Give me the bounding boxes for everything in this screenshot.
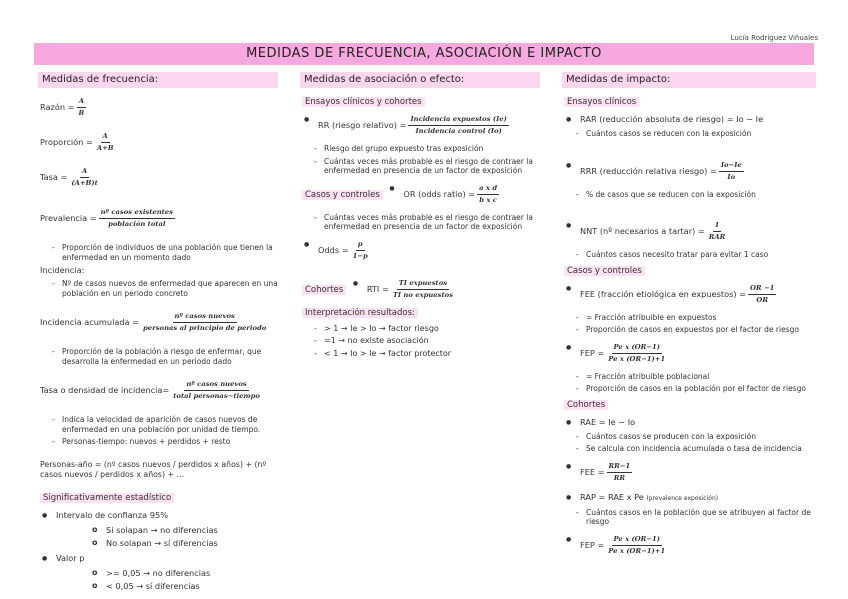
prev-fraction bbox=[99, 207, 175, 230]
fee-den: OR bbox=[756, 295, 768, 304]
ensayos-label: Ensayos clínicos bbox=[564, 97, 639, 107]
razon-fraction bbox=[77, 96, 87, 119]
razon-label: Razón = bbox=[40, 102, 75, 112]
or-note: - Cuántas veces más probable es el riesgo de contraer la enfermedad en presencia de un factor de exposición bbox=[300, 213, 540, 232]
tasa-den: (A+B)t bbox=[71, 179, 98, 187]
fee-note-1: - = Fracción atribuible en expuestos bbox=[562, 313, 816, 323]
incidencia-label: Incidencia: bbox=[40, 265, 85, 275]
int-item-3: - < 1 → Io > Ie → factor protector bbox=[300, 349, 540, 359]
ic-bullet: ● Intervalo de confianza 95% bbox=[38, 510, 278, 521]
rti-num: TI expuestos bbox=[397, 278, 449, 290]
prev-num: nº casos existentes bbox=[99, 207, 175, 219]
rar-note: - Cuántos casos se reducen con la exposición bbox=[562, 129, 816, 139]
fep-note-2: - Proporción de casos en la población por el factor de riesgo bbox=[562, 384, 816, 394]
fee-num: OR −1 bbox=[748, 283, 776, 295]
rr-note-2: - Cuántas veces más probable es el riesgo de contraer la enfermedad en presencia de un factor de exposición bbox=[300, 157, 540, 176]
ia-note: - Proporción de la población a riesgo de enfermar, que desarrolla la enfermedad en un periodo dado bbox=[38, 347, 278, 366]
rr-label: ● RR (riesgo relativo) = bbox=[318, 120, 407, 130]
significance-label: Significativamente estadístico bbox=[40, 493, 174, 503]
p-item-2: o < 0,05 → sí diferencias bbox=[38, 581, 278, 592]
fep-den: Pe x (OR−1)+1 bbox=[608, 354, 666, 363]
fee-fraction bbox=[748, 283, 776, 306]
ia-num: nº casos nuevos bbox=[173, 311, 237, 323]
odds-label: ● Odds = bbox=[318, 244, 349, 255]
fep2-formula bbox=[562, 534, 667, 557]
fee2-label: ● FEE = bbox=[580, 466, 605, 477]
ia-label: Incidencia acumulada = bbox=[40, 317, 140, 327]
prop-label: Proporción = bbox=[40, 137, 93, 147]
page-title: MEDIDAS DE FRECUENCIA, ASOCIACIÓN E IMPACTO bbox=[34, 43, 814, 65]
rr-formula bbox=[300, 114, 509, 137]
casos-controles-label-3: Casos y controles bbox=[564, 266, 645, 276]
or-label: ● OR (odds ratio) = bbox=[403, 188, 476, 199]
fee-formula bbox=[562, 283, 776, 306]
rae-formula: ● RAE = Ie − Io bbox=[562, 417, 816, 428]
rr-num: Incidencia expuestos (Ie) bbox=[408, 114, 508, 126]
fee2-num: RR−1 bbox=[607, 461, 633, 473]
td-label: Tasa o densidad de incidencia= bbox=[40, 385, 170, 395]
rrr-fraction bbox=[719, 160, 744, 183]
prev-note: - Proporción de individuos de una población que tienen la enfermedad en un momento dado bbox=[38, 243, 278, 262]
fee2-den: RR bbox=[613, 473, 626, 482]
rti-fraction bbox=[391, 278, 455, 301]
personas-ano: Personas-año = (nº casos nuevos / perdidos x años) + (nº casos nuevos / perdidos x años) + … bbox=[40, 459, 267, 479]
td-formula bbox=[40, 379, 262, 402]
or-num: a x d bbox=[477, 183, 499, 195]
fep-num: Pe x (OR−1) bbox=[612, 342, 662, 354]
td-num: nº casos nuevos bbox=[184, 379, 248, 391]
rrr-den: Io bbox=[727, 172, 736, 181]
fep-label: ● FEP = bbox=[580, 347, 605, 358]
impact-column bbox=[562, 72, 816, 561]
rr-note-1: - Riesgo del grupo expuesto tras exposición bbox=[300, 144, 540, 154]
rap-formula bbox=[562, 492, 816, 504]
tasa-fraction bbox=[69, 166, 99, 189]
td-note-1: - Indica la velocidad de aparición de casos nuevos de enfermedad en una población por unidad de tiempo. bbox=[38, 415, 278, 434]
razon-formula bbox=[40, 96, 86, 119]
prevalencia-formula bbox=[40, 207, 175, 230]
rti-label: ● RTI = bbox=[366, 283, 389, 294]
ic-item-1: o Si solapan → no diferencias bbox=[38, 525, 278, 536]
ia-fraction bbox=[141, 311, 268, 334]
int-item-2: - =1 → no existe asociación bbox=[300, 336, 540, 346]
fep2-fraction bbox=[606, 534, 667, 557]
rr-den: Incidencia control (Io) bbox=[415, 127, 502, 135]
odds-den: 1−p bbox=[352, 251, 368, 260]
rti-den: TI no expuestos bbox=[392, 290, 453, 299]
author-name: Lucía Rodríguez Viñuales bbox=[730, 34, 818, 42]
nnt-fraction bbox=[707, 220, 728, 243]
rap-note: - Cuántos casos en la población que se atribuyen al factor de riesgo bbox=[562, 508, 816, 527]
td-note-2: - Personas-tiempo: nuevos + perdidos + resto bbox=[38, 437, 278, 447]
or-formula bbox=[385, 183, 499, 206]
rar-formula: ● RAR (reducción absoluta de riesgo) = Io − Ie bbox=[562, 114, 816, 125]
or-den: b x c bbox=[479, 195, 497, 204]
fep2-label: ● FEP = bbox=[580, 539, 605, 550]
fep2-num: Pe x (OR−1) bbox=[612, 534, 662, 546]
p-item-1: o >= 0,05 → no diferencias bbox=[38, 568, 278, 579]
p-bullet: ● Valor p bbox=[38, 553, 278, 564]
prop-fraction bbox=[95, 131, 116, 154]
tasa-formula bbox=[40, 166, 100, 189]
td-den: total personas−tiempo bbox=[173, 392, 260, 400]
fep-note-1: - = Fracción atribuible poblacional bbox=[562, 372, 816, 382]
ic-item-2: o No solapan → sí diferencias bbox=[38, 538, 278, 549]
rrr-num: Io−Ie bbox=[719, 160, 744, 172]
nnt-num: 1 bbox=[713, 220, 722, 232]
frequency-header: Medidas de frecuencia: bbox=[38, 72, 278, 88]
cohortes-label: Cohortes bbox=[302, 285, 346, 295]
prev-label: Prevalencia = bbox=[40, 213, 97, 223]
nnt-note: - Cuántos casos necesito tratar para evitar 1 caso bbox=[562, 250, 816, 260]
rrr-note: - % de casos que se reducen con la exposición bbox=[562, 190, 816, 200]
razon-num: A bbox=[77, 96, 86, 108]
rap-label: RAP = RAE x Pe bbox=[580, 491, 644, 502]
nnt-den: RAR bbox=[708, 233, 726, 241]
fep-fraction bbox=[606, 342, 667, 365]
association-column bbox=[300, 72, 540, 361]
nnt-formula bbox=[562, 220, 727, 243]
impact-header: Medidas de impacto: bbox=[562, 72, 816, 88]
odds-num: p bbox=[356, 239, 365, 251]
cohortes-label-3: Cohortes bbox=[564, 400, 608, 410]
association-header: Medidas de asociación o efecto: bbox=[300, 72, 540, 88]
prop-den: A+B bbox=[96, 144, 114, 152]
fee2-fraction bbox=[607, 461, 633, 484]
fee-note-2: - Proporción de casos en expuestos por el factor de riesgo bbox=[562, 325, 816, 335]
prop-num: A bbox=[101, 131, 110, 143]
proporcion-formula bbox=[40, 131, 116, 154]
rrr-formula bbox=[562, 160, 744, 183]
nnt-label: ● NNT (nº necesarios a tartar) = bbox=[580, 226, 705, 236]
tasa-label: Tasa = bbox=[40, 172, 68, 182]
prev-den: población total bbox=[108, 220, 166, 228]
rti-formula bbox=[349, 278, 455, 301]
odds-formula bbox=[300, 239, 370, 262]
fee2-formula bbox=[562, 461, 632, 484]
razon-den: B bbox=[78, 109, 85, 117]
rrr-label: ● RRR (reducción relativa riesgo) = bbox=[580, 165, 717, 176]
odds-fraction bbox=[351, 239, 370, 262]
rae-note-1: - Cuántos casos se producen con la exposición bbox=[562, 432, 816, 442]
td-fraction bbox=[171, 379, 262, 402]
rae-note-2: - Se calcula con incidencia acumulada o tasa de incidencia bbox=[562, 444, 816, 454]
frequency-column bbox=[38, 72, 278, 594]
rap-small: (prevalence exposición) bbox=[646, 494, 719, 502]
fep-formula bbox=[562, 342, 667, 365]
ia-formula bbox=[40, 311, 268, 334]
tasa-num: A bbox=[80, 166, 89, 178]
rr-fraction bbox=[408, 114, 508, 137]
int-item-1: - > 1 → Ie > Io → factor riesgo bbox=[300, 324, 540, 334]
fep2-den: Pe x (OR−1)+1 bbox=[608, 546, 666, 555]
fee-label: ● FEE (fracción etiológica en expuestos) = bbox=[580, 288, 747, 299]
casos-controles-label: Casos y controles bbox=[302, 190, 383, 200]
or-fraction bbox=[477, 183, 499, 206]
ensayos-cohortes-label: Ensayos clínicos y cohortes bbox=[302, 97, 425, 107]
interpretacion-label: Interpretación resultados: bbox=[302, 308, 418, 318]
incid-note: - Nº de casos nuevos de enfermedad que aparecen en una población en un periodo concreto bbox=[38, 279, 278, 298]
ia-den: personas al principio de periodo bbox=[143, 324, 267, 332]
